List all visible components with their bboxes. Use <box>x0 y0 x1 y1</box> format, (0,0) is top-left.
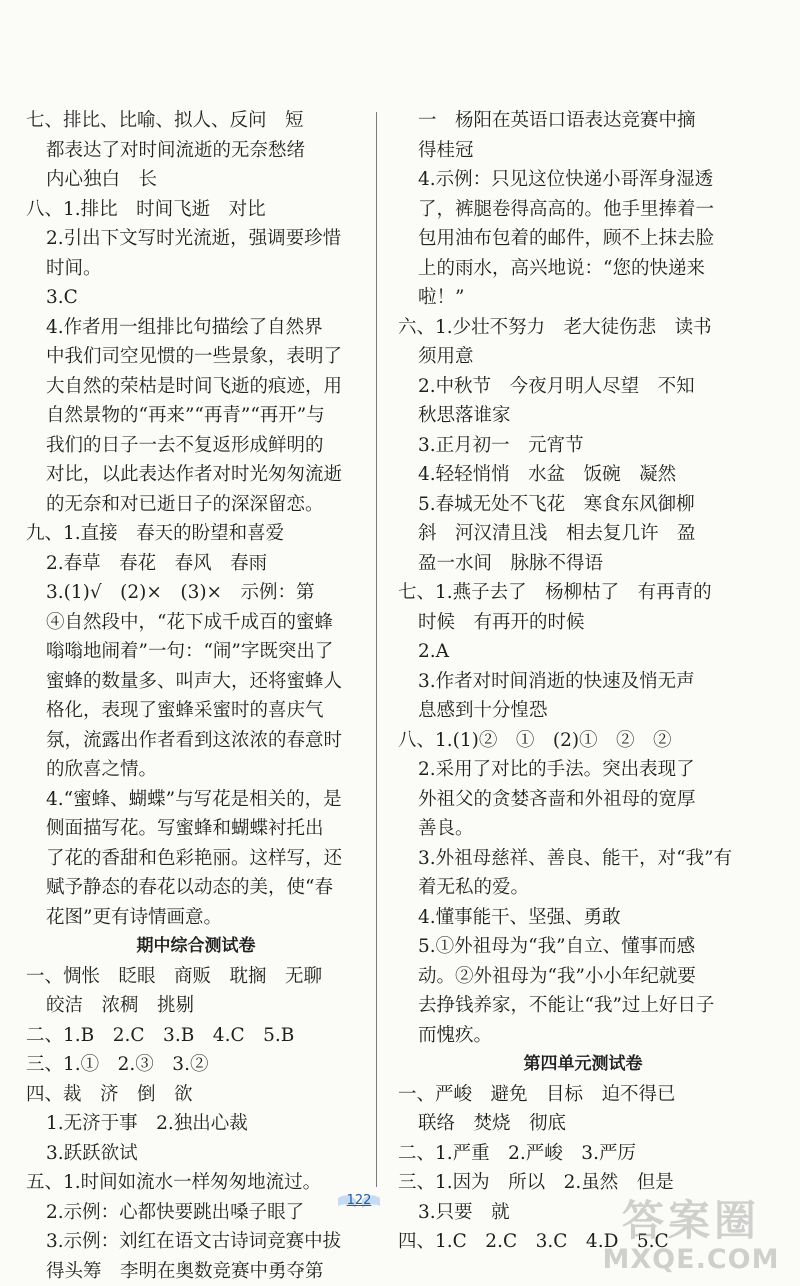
answer-line: 3.C <box>26 283 366 313</box>
answer-line: 去挣钱养家，不能让“我”过上好日子 <box>398 991 768 1021</box>
left-column <box>26 106 366 1286</box>
answer-line: 2.引出下文写时光流逝，强调要珍惜 <box>26 224 366 254</box>
watermark-title: 答案圈 <box>588 1188 794 1248</box>
answer-line: 得桂冠 <box>398 136 768 166</box>
watermark <box>588 1188 794 1278</box>
answer-line: 盈一水间 脉脉不得语 <box>398 549 768 579</box>
answer-line: 联络 焚烧 彻底 <box>398 1109 768 1139</box>
answer-line: 上的雨水，高兴地说：“您的快递来 <box>398 254 768 284</box>
answer-line: 4.示例：只见这位快递小哥浑身湿透 <box>398 165 768 195</box>
answer-line: 动。②外祖母为“我”小小年纪就要 <box>398 962 768 992</box>
answer-line: 自然景物的“再来”“再青”“再开”与 <box>26 401 366 431</box>
answer-line: 3.(1)√ (2)× (3)× 示例：第 <box>26 578 366 608</box>
answer-line: 3.正月初一 元宵节 <box>398 431 768 461</box>
answer-line: 2.采用了对比的手法。突出表现了 <box>398 755 768 785</box>
answer-line: 而愧疚。 <box>398 1021 768 1051</box>
answer-line: 外祖父的贪婪吝啬和外祖母的宽厚 <box>398 785 768 815</box>
answer-line: 四、裁 济 倒 欲 <box>26 1080 366 1110</box>
answer-line: 一、严峻 避免 目标 迫不得已 <box>398 1080 768 1110</box>
answer-line: 了花的香甜和色彩艳丽。这样写，还 <box>26 844 366 874</box>
answer-line: 蜜蜂的数量多、叫声大，还将蜜蜂人 <box>26 667 366 697</box>
answer-line: 包用油布包着的邮件，顾不上抹去脸 <box>398 224 768 254</box>
answer-line: 善良。 <box>398 814 768 844</box>
answer-line: 八、1.排比 时间飞逝 对比 <box>26 195 366 225</box>
answer-line: 中我们司空见惯的一些景象，表明了 <box>26 342 366 372</box>
answer-line: 2.示例：心都快要跳出嗓子眼了 <box>26 1198 366 1228</box>
answer-line: 3.外祖母慈祥、善良、能干，对“我”有 <box>398 844 768 874</box>
page-number: 122 <box>336 1193 382 1208</box>
answer-line: 九、1.直接 春天的盼望和喜爱 <box>26 519 366 549</box>
answer-line: 的无奈和对已逝日子的深深留恋。 <box>26 490 366 520</box>
answer-line: 的欣喜之情。 <box>26 755 366 785</box>
answer-line: 5.春城无处不飞花 寒食东风御柳 <box>398 490 768 520</box>
answer-line: 二、1.严重 2.严峻 3.严厉 <box>398 1139 768 1169</box>
answer-line: 赋予静态的春花以动态的美，使“春 <box>26 873 366 903</box>
answer-line: 大自然的荣枯是时间飞逝的痕迹，用 <box>26 372 366 402</box>
answer-line: 我们的日子一去不复返形成鲜明的 <box>26 431 366 461</box>
answer-line: 须用意 <box>398 342 768 372</box>
section-heading: 第四单元测试卷 <box>398 1050 768 1080</box>
answer-line: 对比，以此表达作者对时光匆匆流逝 <box>26 460 366 490</box>
answer-line: 3.跃跃欲试 <box>26 1139 366 1169</box>
answer-line: 一 杨阳在英语口语表达竞赛中摘 <box>398 106 768 136</box>
answer-line: ④自然段中，“花下成千成百的蜜蜂 <box>26 608 366 638</box>
answer-line: 3.示例：刘红在语文古诗词竞赛中拔 <box>26 1227 366 1257</box>
answer-line: 四、1.C 2.C 3.C 4.D 5.C <box>398 1227 768 1257</box>
answer-line: 六、1.少壮不努力 老大徒伤悲 读书 <box>398 313 768 343</box>
answer-line: 斜 河汉清且浅 相去复几许 盈 <box>398 519 768 549</box>
answer-line: 七、1.燕子去了 杨柳枯了 有再青的 <box>398 578 768 608</box>
answer-line: 五、1.时间如流水一样匆匆地流过。 <box>26 1168 366 1198</box>
answer-line: 2.A <box>398 637 768 667</box>
answer-line: 侧面描写花。写蜜蜂和蝴蝶衬托出 <box>26 814 366 844</box>
answer-line: 1.无济于事 2.独出心裁 <box>26 1109 366 1139</box>
answer-line: 5.①外祖母为“我”自立、懂事而感 <box>398 932 768 962</box>
answer-line: 二、1.B 2.C 3.B 4.C 5.B <box>26 1021 366 1051</box>
answer-line: 时间。 <box>26 254 366 284</box>
answer-line: 3.作者对时间消逝的快速及悄无声 <box>398 667 768 697</box>
answer-line: 4.轻轻悄悄 水盆 饭碗 凝然 <box>398 460 768 490</box>
answer-line: 内心独白 长 <box>26 165 366 195</box>
answer-line: 三、1.① 2.③ 3.② <box>26 1050 366 1080</box>
answer-line: 4.懂事能干、坚强、勇敢 <box>398 903 768 933</box>
answer-line: 嗡嗡地闹着”一句：“闹”字既突出了 <box>26 637 366 667</box>
page-number-badge <box>336 1190 382 1216</box>
watermark-url: MXQE.COM <box>588 1244 794 1275</box>
answer-line: 时候 有再开的时候 <box>398 608 768 638</box>
answer-line: 格化，表现了蜜蜂采蜜时的喜庆气 <box>26 696 366 726</box>
answer-line: 4.作者用一组排比句描绘了自然界 <box>26 313 366 343</box>
right-column <box>398 106 768 1257</box>
answer-line: 4.“蜜蜂、蝴蝶”与写花是相关的，是 <box>26 785 366 815</box>
answer-line: 2.春草 春花 春风 春雨 <box>26 549 366 579</box>
answer-line: 3.只要 就 <box>398 1198 768 1228</box>
answer-line: 得头筹 李明在奥数竞赛中勇夺第 <box>26 1257 366 1286</box>
answer-line: 秋思落谁家 <box>398 401 768 431</box>
column-divider <box>376 112 377 1187</box>
answer-line: 2.中秋节 今夜月明人尽望 不知 <box>398 372 768 402</box>
answer-line: 八、1.(1)② ① (2)① ② ② <box>398 726 768 756</box>
answer-line: 皎洁 浓稠 挑剔 <box>26 991 366 1021</box>
answer-line: 氛，流露出作者看到这浓浓的春意时 <box>26 726 366 756</box>
answer-line: 了，裤腿卷得高高的。他手里捧着一 <box>398 195 768 225</box>
answer-line: 息感到十分惶恐 <box>398 696 768 726</box>
section-heading: 期中综合测试卷 <box>26 932 366 962</box>
answer-line: 都表达了对时间流逝的无奈愁绪 <box>26 136 366 166</box>
answer-line: 啦！” <box>398 283 768 313</box>
answer-line: 一、惆怅 眨眼 商贩 耽搁 无聊 <box>26 962 366 992</box>
answer-line: 七、排比、比喻、拟人、反问 短 <box>26 106 366 136</box>
answer-line: 着无私的爱。 <box>398 873 768 903</box>
answer-line: 三、1.因为 所以 2.虽然 但是 <box>398 1168 768 1198</box>
answer-line: 花图”更有诗情画意。 <box>26 903 366 933</box>
